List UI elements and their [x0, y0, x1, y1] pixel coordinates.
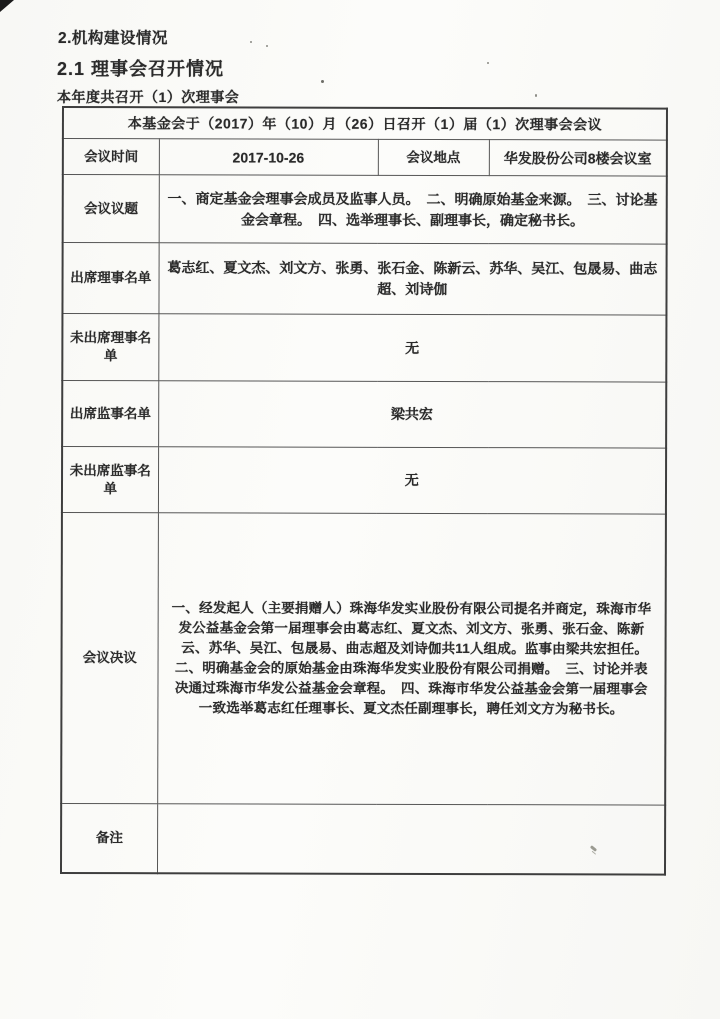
topics-value: 一、商定基金会理事会成员及监事人员。 二、明确原始基金来源。 三、讨论基金会章程。 四、选举理事长、副理事长，确定秘书长。 — [159, 175, 667, 244]
table-row-attending-supervisors — [62, 381, 666, 449]
scan-corner-artifact — [0, 0, 14, 12]
remarks-label: 备注 — [61, 804, 157, 874]
resolution-value: 一、经发起人（主要捐赠人）珠海华发实业股份有限公司提名并商定，珠海市华发公益基金会第一届理事会由葛志红、夏文杰、刘文方、张勇、张石金、陈新云、苏华、吴江、包晟易、曲志超及刘诗伽共11人组成。监事由梁共宏担任。 二、明确基金会的原始基金由珠海华发实业股份有限公司捐赠。 三、讨论并表决通过珠海市华发公益基金会章程。 四、珠海市华发公益基金会第一届理事会一致选举葛志红任理事长、夏文杰任副理事长，聘任刘文方为秘书长。 — [157, 513, 666, 805]
topics-label: 会议议题 — [63, 175, 159, 243]
meeting-time-value: 2017-10-26 — [159, 139, 378, 176]
resolution-label: 会议决议 — [61, 513, 158, 804]
document-header — [57, 26, 239, 107]
attending-directors-label: 出席理事名单 — [62, 243, 158, 314]
meeting-count-line: 本年度共召开（1）次理事会 — [57, 89, 240, 105]
section-heading: 2.机构建设情况 — [58, 30, 168, 47]
scan-speck — [250, 41, 252, 43]
table-row-title — [63, 107, 667, 140]
attending-supervisors-value: 梁共宏 — [158, 381, 666, 448]
table-row-remarks — [61, 804, 665, 875]
absent-supervisors-label: 未出席监事名单 — [62, 447, 158, 513]
board-meeting-table — [60, 106, 668, 876]
table-row-time-place — [63, 139, 667, 177]
attending-directors-value: 葛志红、夏文杰、刘文方、张勇、张石金、陈新云、苏华、吴江、包晟易、曲志超、刘诗伽 — [158, 243, 666, 315]
scan-speck — [487, 62, 489, 64]
scan-speck — [535, 94, 537, 97]
absent-directors-label: 未出席理事名单 — [62, 314, 158, 381]
attending-supervisors-label: 出席监事名单 — [62, 381, 158, 447]
table-row-topics — [63, 175, 667, 245]
table-row-absent-supervisors — [62, 447, 666, 515]
subsection-heading: 2.1 理事会召开情况 — [57, 59, 225, 79]
table-row-absent-directors — [62, 314, 666, 383]
table-row-resolution — [61, 513, 666, 806]
table-row-attending-directors — [62, 243, 666, 316]
table-title: 本基金会于（2017）年（10）月（26）日召开（1）届（1）次理事会会议 — [63, 107, 667, 140]
absent-supervisors-value: 无 — [158, 447, 666, 514]
meeting-place-value: 华发股份公司8楼会议室 — [489, 140, 667, 176]
scan-speck — [321, 80, 324, 83]
absent-directors-value: 无 — [158, 314, 666, 382]
meeting-time-label: 会议时间 — [63, 139, 159, 175]
meeting-place-label: 会议地点 — [378, 139, 489, 175]
scan-speck — [266, 45, 268, 47]
remarks-value — [157, 804, 665, 875]
